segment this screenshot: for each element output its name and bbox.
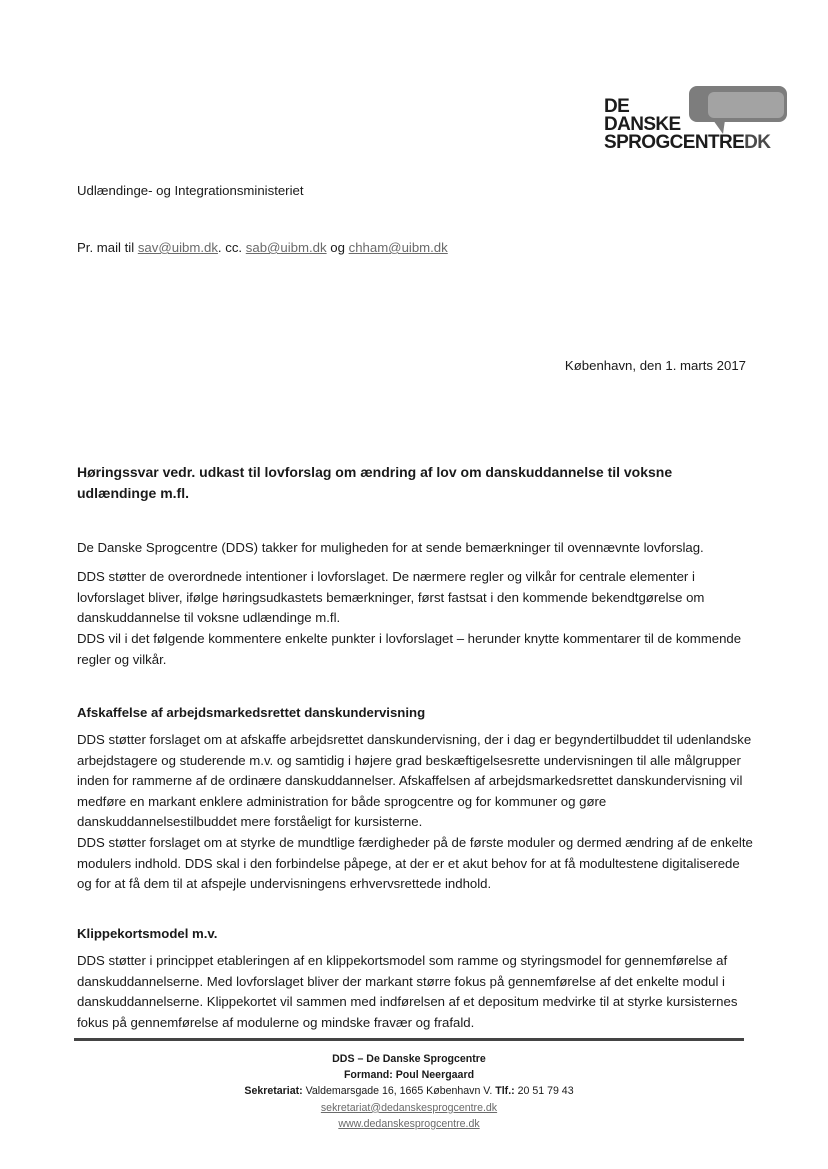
- speech-bubble-back-icon: [708, 92, 784, 118]
- logo-sprogcentre: SPROGCENTRE: [604, 132, 745, 153]
- footer-address: [74, 1083, 744, 1099]
- logo-line-danske: DANSKE: [604, 114, 681, 135]
- mail-cc: . cc.: [217, 240, 246, 255]
- letter-title: Høringssvar vedr. udkast til lovforslag om ændring af lov om danskuddannelse til voksne udlændinge m.fl.: [77, 464, 673, 501]
- paragraph-intro: De Danske Sprogcentre (DDS) takker for muligheden for at sende bemærkninger til ovennævnte lovforslag.: [77, 540, 704, 555]
- paragraph-comments: DDS vil i det følgende kommentere enkelte punkter i lovforslaget – herunder knytte kommentarer til de kommende regler og vilkår.: [77, 631, 742, 667]
- footer-email-link[interactable]: sekretariat@dedanskesprogcentre.dk: [320, 1101, 498, 1114]
- mail-line: [77, 238, 448, 259]
- footer-phone-label: Tlf.:: [495, 1085, 515, 1098]
- email-link-sav[interactable]: sav@uibm.dk: [137, 240, 218, 255]
- footer-org: DDS – De Danske Sprogcentre: [332, 1053, 486, 1065]
- footer-secretariat-label: Sekretariat:: [244, 1085, 303, 1098]
- paragraph-support: DDS støtter de overordnede intentioner i lovforslaget. De nærmere regler og vilkår for centrale elementer i lovforslaget bliver, ifølge høringsudkastets bemærkninger, først fastsat i den kommende bekendtgørelse om danskuddannelse til voksne udlændinge m.fl.: [77, 569, 705, 625]
- mail-og: og: [326, 240, 349, 255]
- paragraph-mundtlige: DDS støtter forslaget om at styrke de mundtlige færdigheder på de første moduler og dermed ændring af de enkelte modulers indhold. DDS skal i den forbindelse påpege, at der er et akut behov for at få modultestene digitaliserede og for at få dem til at afspejle undervisningens erhvervsrettede indhold.: [77, 835, 753, 891]
- organization-logo: [604, 86, 790, 154]
- email-link-chham[interactable]: chham@uibm.dk: [348, 240, 448, 255]
- footer-divider: [74, 1038, 744, 1041]
- footer-phone: 20 51 79 43: [514, 1085, 574, 1098]
- letter-footer: [74, 1051, 744, 1132]
- logo-line-de: DE: [604, 96, 630, 117]
- section-heading-klippekort: Klippekortsmodel m.v.: [77, 926, 218, 941]
- paragraph-afskaffelse: DDS støtter forslaget om at afskaffe arbejdsrettet danskundervisning, der i dag er begyndertilbuddet til udenlandske arbejdstagere og studerende m.v. og samtidig i højere grad beskæftigelsesrette undervisningen til alle målgrupper inden for rammerne af de ordinære danskuddannelser. Afskaffelsen af arbejdsmarkedsrettet danskundervisning vil medføre en markant enklere administration for både sprogcentre og for kommuner og gøre danskuddannelsestilbuddet mere forståeligt for kursisterne.: [77, 732, 752, 829]
- section-heading-afskaffelse: Afskaffelse af arbejdsmarkedsrettet danskundervisning: [77, 705, 426, 720]
- footer-chair: [74, 1067, 744, 1083]
- footer-chair-text: Formand: Poul Neergaard: [343, 1069, 475, 1082]
- recipient: Udlændinge- og Integrationsministeriet: [77, 183, 304, 198]
- email-link-sab[interactable]: sab@uibm.dk: [245, 240, 327, 255]
- logo-line-sprogcentre: [604, 134, 770, 152]
- letter-date: København, den 1. marts 2017: [564, 358, 746, 373]
- footer-website-link[interactable]: www.dedanskesprogcentre.dk: [338, 1117, 480, 1130]
- paragraph-klippekort: DDS støtter i princippet etableringen af en klippekortsmodel som ramme og styringsmodel for gennemførelse af danskuddannelserne. Med lovforslaget bliver der markant større fokus på gennemførelse af det enkelte modul i danskuddannelserne. Klippekortet vil sammen med indførelsen af et depositum medvirke til at styrke kursisternes fokus på gennemførelse af modulerne og mindske fravær og frafald.: [77, 953, 738, 1030]
- footer-secretariat-text: Valdemarsgade 16, 1665 København V.: [302, 1085, 496, 1098]
- logo-dk: DK: [744, 132, 771, 153]
- mail-prefix: Pr. mail til: [77, 240, 138, 255]
